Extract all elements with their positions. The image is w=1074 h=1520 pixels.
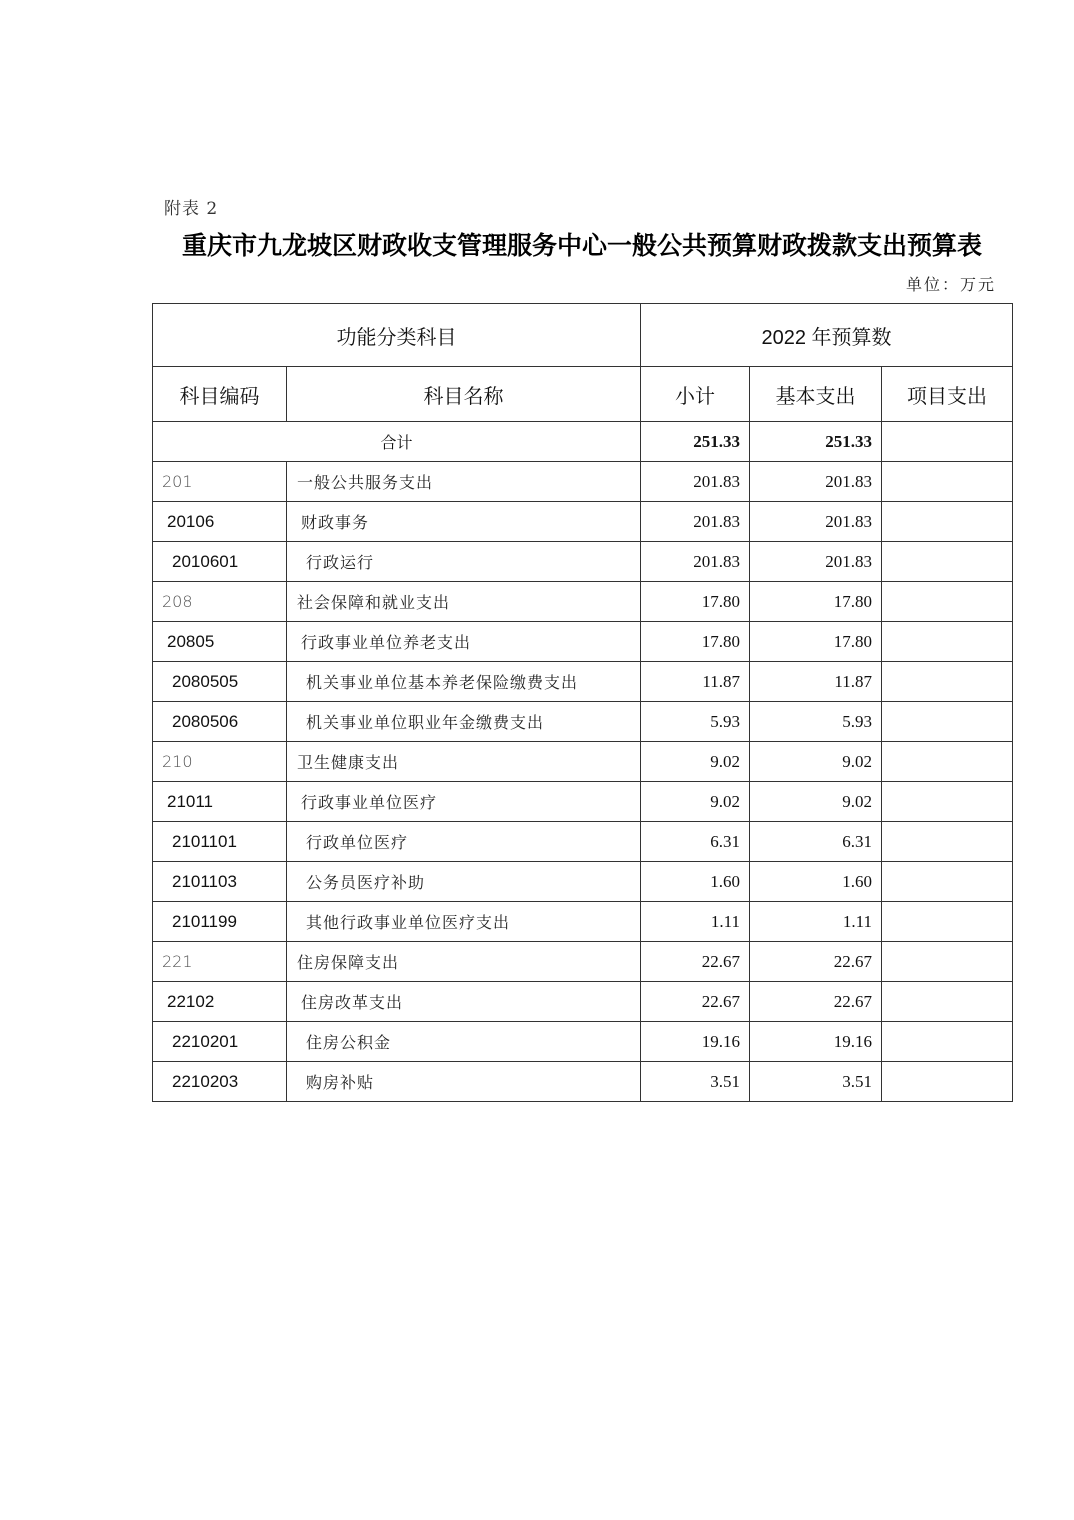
row-subtotal: 9.02	[641, 782, 750, 822]
row-project	[882, 782, 1013, 822]
table-row	[153, 862, 1013, 902]
table-body	[153, 304, 1013, 1102]
row-basic: 22.67	[750, 982, 882, 1022]
table-row	[153, 462, 1013, 502]
row-name: 卫生健康支出	[287, 742, 641, 782]
row-project	[882, 462, 1013, 502]
row-basic: 6.31	[750, 822, 882, 862]
row-subtotal: 1.60	[641, 862, 750, 902]
row-basic: 1.11	[750, 902, 882, 942]
row-subtotal: 17.80	[641, 622, 750, 662]
row-basic: 201.83	[750, 462, 882, 502]
header-subtotal: 小计	[641, 367, 750, 422]
row-code: 20106	[153, 502, 287, 542]
row-subtotal: 201.83	[641, 462, 750, 502]
row-subtotal: 11.87	[641, 662, 750, 702]
table-row	[153, 502, 1013, 542]
row-subtotal: 5.93	[641, 702, 750, 742]
document-title: 重庆市九龙坡区财政收支管理服务中心一般公共预算财政拨款支出预算表	[181, 231, 982, 260]
row-code: 2210203	[153, 1062, 287, 1102]
row-project	[882, 902, 1013, 942]
header-functional-category: 功能分类科目	[153, 304, 641, 367]
row-name: 其他行政事业单位医疗支出	[287, 902, 641, 942]
table-row	[153, 942, 1013, 982]
row-subtotal: 201.83	[641, 542, 750, 582]
row-project	[882, 502, 1013, 542]
row-project	[882, 622, 1013, 662]
row-project	[882, 942, 1013, 982]
row-basic: 201.83	[750, 542, 882, 582]
row-subtotal: 201.83	[641, 502, 750, 542]
row-subtotal: 3.51	[641, 1062, 750, 1102]
table-row	[153, 982, 1013, 1022]
row-project	[882, 742, 1013, 782]
table-row	[153, 1022, 1013, 1062]
total-project	[882, 422, 1013, 462]
row-code: 2080505	[153, 662, 287, 702]
row-basic: 3.51	[750, 1062, 882, 1102]
row-project	[882, 662, 1013, 702]
table-row	[153, 662, 1013, 702]
row-code: 2010601	[153, 542, 287, 582]
row-code: 2080506	[153, 702, 287, 742]
row-basic: 1.60	[750, 862, 882, 902]
row-name: 住房保障支出	[287, 942, 641, 982]
row-code: 201	[153, 462, 287, 502]
row-code: 21011	[153, 782, 287, 822]
row-project	[882, 702, 1013, 742]
table-row	[153, 582, 1013, 622]
row-basic: 11.87	[750, 662, 882, 702]
total-subtotal: 251.33	[641, 422, 750, 462]
row-code: 221	[153, 942, 287, 982]
header-name: 科目名称	[287, 367, 641, 422]
table-row	[153, 622, 1013, 662]
budget-table	[152, 303, 1013, 1102]
row-project	[882, 822, 1013, 862]
total-basic: 251.33	[750, 422, 882, 462]
row-name: 社会保障和就业支出	[287, 582, 641, 622]
table-row	[153, 1062, 1013, 1102]
header-basic: 基本支出	[750, 367, 882, 422]
table-row	[153, 702, 1013, 742]
row-subtotal: 9.02	[641, 742, 750, 782]
row-basic: 9.02	[750, 742, 882, 782]
table-row	[153, 742, 1013, 782]
row-project	[882, 542, 1013, 582]
row-project	[882, 1062, 1013, 1102]
row-project	[882, 582, 1013, 622]
row-name: 行政事业单位养老支出	[287, 622, 641, 662]
row-basic: 17.80	[750, 582, 882, 622]
row-project	[882, 862, 1013, 902]
row-name: 住房改革支出	[287, 982, 641, 1022]
header-code: 科目编码	[153, 367, 287, 422]
row-subtotal: 22.67	[641, 982, 750, 1022]
row-basic: 17.80	[750, 622, 882, 662]
row-name: 购房补贴	[287, 1062, 641, 1102]
row-code: 210	[153, 742, 287, 782]
row-basic: 5.93	[750, 702, 882, 742]
row-name: 公务员医疗补助	[287, 862, 641, 902]
row-subtotal: 22.67	[641, 942, 750, 982]
row-code: 208	[153, 582, 287, 622]
row-code: 2210201	[153, 1022, 287, 1062]
row-code: 2101199	[153, 902, 287, 942]
header-budget-2022: 2022 年预算数	[641, 304, 1013, 367]
row-subtotal: 17.80	[641, 582, 750, 622]
table-row	[153, 782, 1013, 822]
total-label: 合计	[153, 422, 641, 462]
header-row-top	[153, 304, 1013, 367]
row-basic: 9.02	[750, 782, 882, 822]
row-name: 一般公共服务支出	[287, 462, 641, 502]
total-row	[153, 422, 1013, 462]
header-row-columns	[153, 367, 1013, 422]
row-basic: 19.16	[750, 1022, 882, 1062]
row-basic: 22.67	[750, 942, 882, 982]
row-name: 行政运行	[287, 542, 641, 582]
row-name: 行政单位医疗	[287, 822, 641, 862]
row-subtotal: 6.31	[641, 822, 750, 862]
row-name: 住房公积金	[287, 1022, 641, 1062]
row-name: 财政事务	[287, 502, 641, 542]
row-code: 20805	[153, 622, 287, 662]
row-name: 行政事业单位医疗	[287, 782, 641, 822]
row-subtotal: 19.16	[641, 1022, 750, 1062]
table-row	[153, 542, 1013, 582]
row-code: 2101103	[153, 862, 287, 902]
row-name: 机关事业单位职业年金缴费支出	[287, 702, 641, 742]
row-project	[882, 1022, 1013, 1062]
appendix-label: 附表 2	[164, 199, 219, 219]
row-project	[882, 982, 1013, 1022]
row-name: 机关事业单位基本养老保险缴费支出	[287, 662, 641, 702]
header-project: 项目支出	[882, 367, 1013, 422]
table-row	[153, 822, 1013, 862]
table-row	[153, 902, 1013, 942]
row-basic: 201.83	[750, 502, 882, 542]
row-subtotal: 1.11	[641, 902, 750, 942]
row-code: 22102	[153, 982, 287, 1022]
unit-label: 单位：万元	[905, 275, 996, 294]
row-code: 2101101	[153, 822, 287, 862]
